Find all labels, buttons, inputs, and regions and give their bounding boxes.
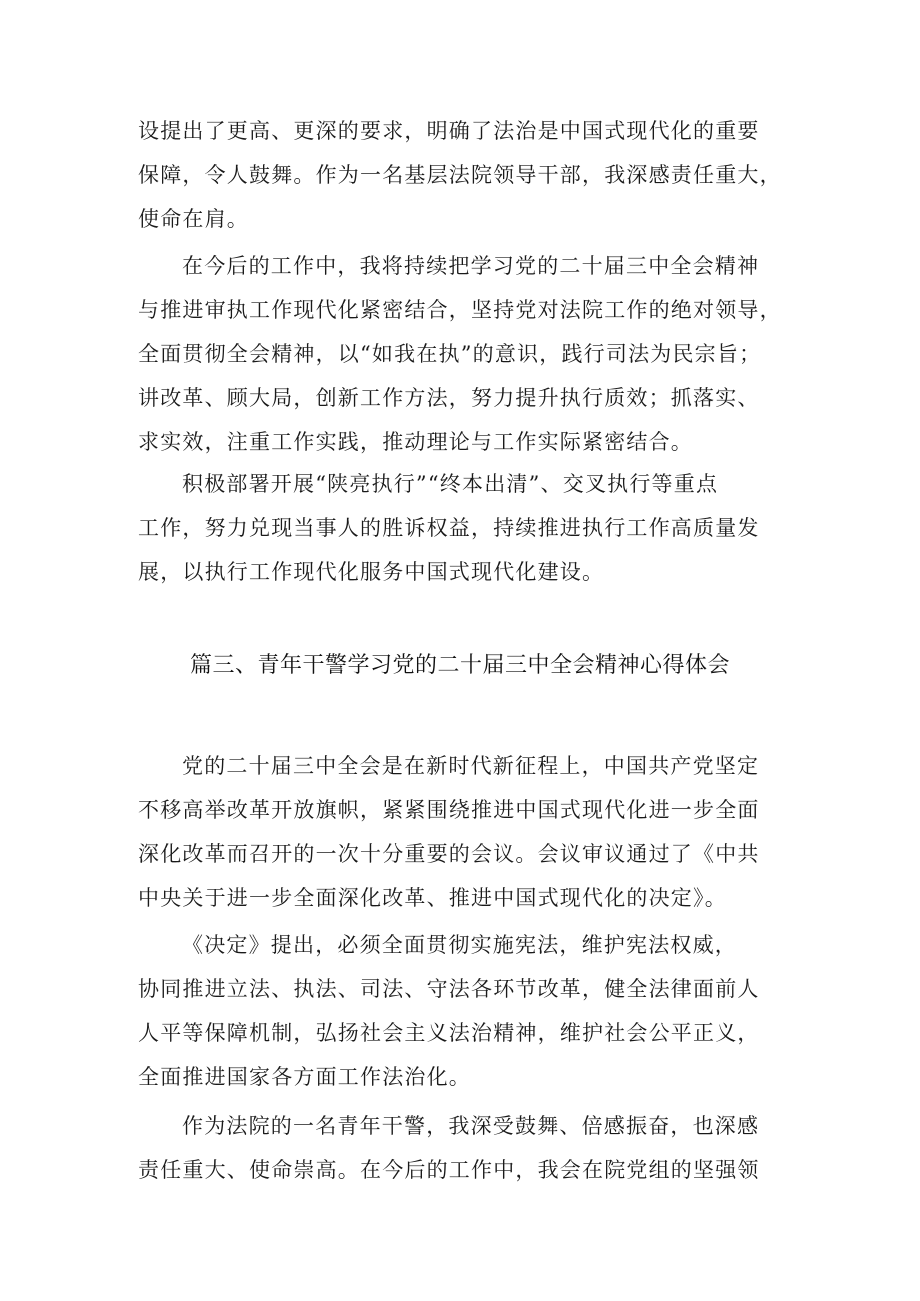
text-line: 使命在肩。	[138, 207, 249, 231]
text-line: 全面贯彻全会精神，以“如我在执”的意识，践行司法为民宗旨；	[138, 342, 762, 366]
text-line: 求实效，注重工作实践，推动理论与工作实际紧密结合。	[138, 430, 693, 454]
text-line: 工作，努力兑现当事人的胜诉权益，持续推进执行工作高质量发	[138, 516, 760, 540]
text-line: 保障，令人鼓舞。作为一名基层法院领导干部，我深感责任重大，	[138, 163, 782, 187]
text-line: 与推进审执工作现代化紧密结合，坚持党对法院工作的绝对领导，	[138, 298, 782, 322]
text-line: 人平等保障机制，弘扬社会主义法治精神，维护社会公平正义，	[138, 1021, 760, 1045]
text-line: 作为法院的一名青年干警，我深受鼓舞、倍感振奋，也深感	[182, 1114, 760, 1138]
text-line: 展，以执行工作现代化服务中国式现代化建设。	[138, 560, 605, 584]
section-heading: 篇三、青年干警学习党的二十届三中全会精神心得体会	[189, 653, 730, 678]
text-line: 《决定》提出，必须全面贯彻实施宪法，维护宪法权威，	[182, 933, 737, 957]
paragraph-2	[138, 244, 798, 464]
text-line: 不移高举改革开放旗帜，紧紧围绕推进中国式现代化进一步全面	[138, 798, 760, 822]
text-line: 积极部署开展“陕亮执行”“终本出清”、交叉执行等重点	[182, 472, 719, 496]
text-line: 协同推进立法、执法、司法、守法各环节改革，健全法律面前人	[138, 977, 760, 1001]
text-line: 讲改革、顾大局，创新工作方法，努力提升执行质效；抓落实、	[138, 386, 760, 410]
text-line: 在今后的工作中，我将持续把学习党的二十届三中全会精神	[182, 254, 760, 278]
text-line: 中央关于进一步全面深化改革、推进中国式现代化的决定》。	[138, 886, 727, 910]
paragraph-1	[138, 109, 798, 241]
text-line: 责任重大、使命崇高。在今后的工作中，我会在院党组的坚强领	[138, 1158, 760, 1182]
text-line: 设提出了更高、更深的要求，明确了法治是中国式现代化的重要	[138, 119, 760, 143]
paragraph-6	[138, 1104, 798, 1192]
text-line: 党的二十届三中全会是在新时代新征程上，中国共产党坚定	[182, 754, 760, 778]
paragraph-3	[138, 462, 798, 594]
text-line: 全面推进国家各方面工作法治化。	[138, 1065, 471, 1089]
text-line: 深化改革而召开的一次十分重要的会议。会议审议通过了《中共	[138, 842, 760, 866]
paragraph-5	[138, 923, 798, 1099]
paragraph-4	[138, 744, 798, 920]
